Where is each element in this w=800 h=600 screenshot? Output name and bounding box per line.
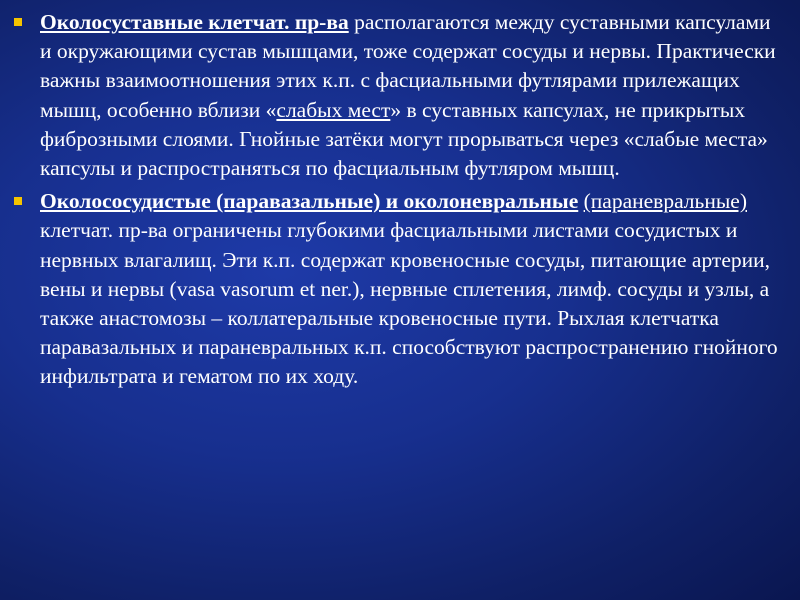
- bullet-text: » в суставных капсулах, не прикрытых фиброзными слоями. Гнойные затёки могут прорываться через «слабые места» капсулы и распространяться по фасциальным футляром мышц.: [40, 97, 768, 181]
- bullet-paraarticular: [40, 8, 778, 183]
- bullet-text: располагаются между суставными капсулами и окружающими сустав мышцами, тоже содержат сосуды и нервы. Практически важны взаимоотношения этих к.п. с фасциальными футлярами прилежащих мышц, особенно вблизи «: [40, 10, 776, 122]
- bullet-paravasal: [40, 187, 778, 391]
- bullet-square-icon: [14, 197, 22, 205]
- bullet-text: клетчат. пр-ва ограничены глубокими фасциальными листами сосудистых и нервных влагалищ. Эти к.п. содержат кровеносные сосуды, питающие артерии, вены и нервы (vasa vasorum et ner.), нервные сплетения, лимф. сосуды и узлы, а также анастомозы – коллатеральные кровеносные пути. Рыхлая клетчатка паравазальных и параневральных к.п. способствуют распространению гнойного инфильтрата и гематом по их ходу.: [40, 218, 778, 389]
- term-weak-spots: слабых мест: [276, 97, 391, 122]
- term-paravasal: Околососудистые (паравазальные) и околоневральные: [40, 189, 579, 214]
- bullet-square-icon: [14, 18, 22, 26]
- term-paraneural: (параневральные): [583, 189, 747, 214]
- term-paraarticular: Околосуставные клетчат. пр-ва: [40, 10, 349, 34]
